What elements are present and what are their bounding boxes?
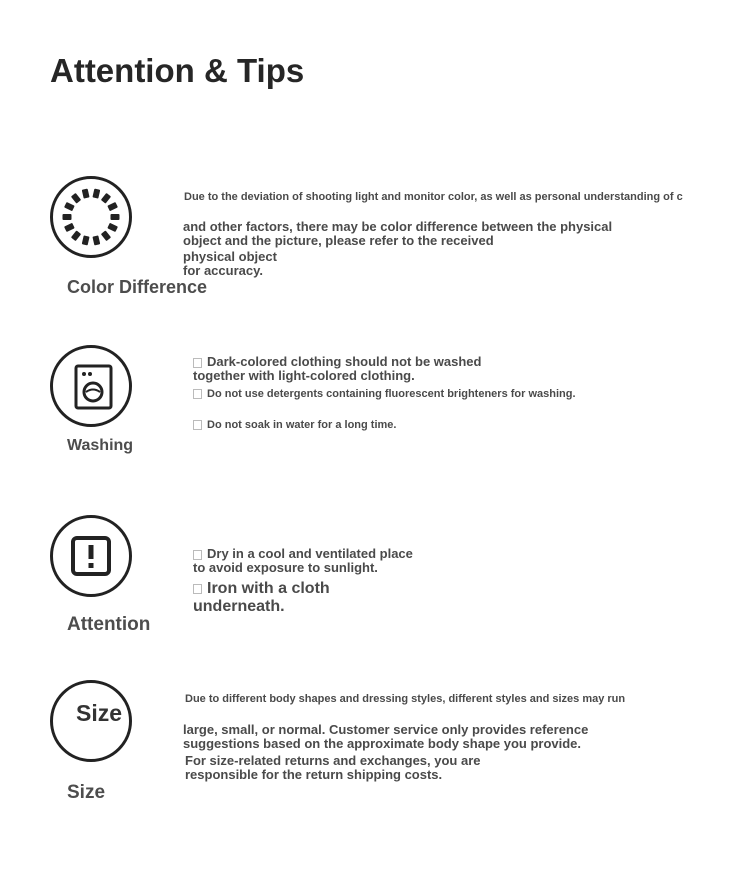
washing-text-3-content: Do not soak in water for a long time. bbox=[207, 419, 397, 431]
color-difference-text-1: Due to the deviation of shooting light and monitor color, as well as personal understanding of c bbox=[184, 191, 683, 203]
color-difference-label: Color Difference bbox=[67, 277, 208, 297]
washing-text-3 bbox=[193, 419, 396, 431]
washing-label: Washing bbox=[67, 437, 134, 454]
washing-text-1-content: Dark-colored clothing should not be washed together with light-colored clothing. bbox=[193, 354, 482, 384]
washing-text-1 bbox=[193, 355, 481, 384]
bullet-icon bbox=[193, 420, 202, 430]
size-text-2: large, small, or normal. Customer service only provides reference suggestions based on the approximate body shape you provide. bbox=[183, 722, 589, 752]
size-text-3: For size-related returns and exchanges, you are responsible for the return shipping costs. bbox=[185, 753, 481, 783]
color-difference-text-3: physical object for accuracy. bbox=[183, 249, 277, 279]
attention-text-2-content: Iron with a cloth underneath. bbox=[193, 580, 330, 615]
color-wheel-icon bbox=[50, 176, 132, 258]
washing-machine-icon bbox=[50, 345, 132, 427]
bullet-icon bbox=[193, 358, 202, 368]
washing-text-2-content: Do not use detergents containing fluorescent brighteners for washing. bbox=[207, 388, 576, 400]
bullet-icon bbox=[193, 550, 202, 560]
page-title: Attention & Tips bbox=[50, 52, 305, 89]
attention-text-2 bbox=[193, 580, 330, 615]
size-label: Size bbox=[67, 782, 106, 803]
size-badge bbox=[50, 680, 132, 762]
bullet-icon bbox=[193, 389, 202, 399]
size-badge-text: Size bbox=[76, 700, 123, 726]
color-difference-text-2: and other factors, there may be color difference between the physical object and the picture, please refer to the received bbox=[183, 219, 613, 249]
attention-text-1-content: Dry in a cool and ventilated place to avoid exposure to sunlight. bbox=[193, 546, 413, 576]
size-text-1: Due to different body shapes and dressing styles, different styles and sizes may run bbox=[185, 693, 626, 705]
warning-icon bbox=[50, 515, 132, 597]
bullet-icon bbox=[193, 584, 202, 594]
washing-text-2 bbox=[193, 388, 576, 400]
attention-label: Attention bbox=[67, 614, 151, 635]
attention-text-1 bbox=[193, 547, 413, 576]
